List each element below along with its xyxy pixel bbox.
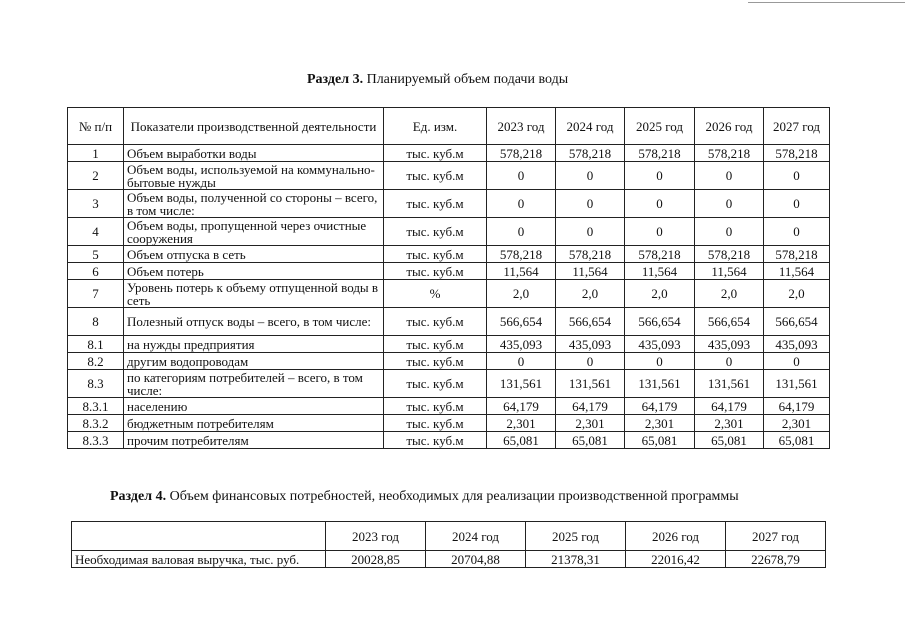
value-cell: 22016,42: [626, 551, 726, 568]
value-cell: 0: [695, 190, 764, 218]
table-row: [72, 551, 826, 568]
value-cell: 578,218: [764, 145, 830, 162]
row-unit: тыс. куб.м: [384, 370, 487, 398]
table-row: [68, 218, 830, 246]
row-number: 8.3.2: [68, 415, 124, 432]
row-unit: тыс. куб.м: [384, 398, 487, 415]
value-cell: 65,081: [625, 432, 695, 449]
value-cell: 435,093: [695, 336, 764, 353]
row-label: Необходимая валовая выручка, тыс. руб.: [72, 551, 326, 568]
row-indicator: Объем отпуска в сеть: [124, 246, 384, 263]
row-number: 7: [68, 280, 124, 308]
value-cell: 0: [764, 353, 830, 370]
value-cell: 65,081: [487, 432, 556, 449]
section4-title: [110, 489, 739, 505]
value-cell: 578,218: [625, 246, 695, 263]
value-cell: 64,179: [556, 398, 625, 415]
value-cell: 0: [556, 162, 625, 190]
value-cell: 20704,88: [426, 551, 526, 568]
row-number: 8: [68, 308, 124, 336]
table-row: [68, 280, 830, 308]
row-indicator: Уровень потерь к объему отпущенной воды в сеть: [124, 280, 384, 308]
row-number: 4: [68, 218, 124, 246]
value-cell: 2,0: [487, 280, 556, 308]
row-indicator: бюджетным потребителям: [124, 415, 384, 432]
row-number: 1: [68, 145, 124, 162]
value-cell: 0: [764, 190, 830, 218]
value-cell: 2,0: [764, 280, 830, 308]
value-cell: 131,561: [556, 370, 625, 398]
header-year: 2026 год: [695, 108, 764, 145]
header-year: 2027 год: [764, 108, 830, 145]
section4-title-bold: Раздел 4.: [110, 489, 167, 504]
table-row: [68, 263, 830, 280]
value-cell: 578,218: [625, 145, 695, 162]
value-cell: 0: [556, 218, 625, 246]
row-unit: тыс. куб.м: [384, 190, 487, 218]
table-row: [68, 246, 830, 263]
row-unit: тыс. куб.м: [384, 246, 487, 263]
value-cell: 11,564: [695, 263, 764, 280]
table-header-row: [72, 522, 826, 551]
row-number: 8.3.1: [68, 398, 124, 415]
value-cell: 65,081: [764, 432, 830, 449]
value-cell: 578,218: [695, 246, 764, 263]
table-row: [68, 190, 830, 218]
value-cell: 2,0: [695, 280, 764, 308]
value-cell: 578,218: [764, 246, 830, 263]
value-cell: 131,561: [764, 370, 830, 398]
value-cell: 65,081: [556, 432, 625, 449]
row-number: 3: [68, 190, 124, 218]
row-unit: тыс. куб.м: [384, 308, 487, 336]
row-number: 8.3.3: [68, 432, 124, 449]
row-number: 8.1: [68, 336, 124, 353]
value-cell: 0: [695, 218, 764, 246]
row-number: 2: [68, 162, 124, 190]
table-header-row: [68, 108, 830, 145]
value-cell: 566,654: [625, 308, 695, 336]
value-cell: 2,301: [556, 415, 625, 432]
row-number: 5: [68, 246, 124, 263]
value-cell: 20028,85: [326, 551, 426, 568]
header-year: 2024 год: [426, 522, 526, 551]
section3-title-bold: Раздел 3.: [307, 72, 364, 87]
value-cell: 0: [487, 190, 556, 218]
value-cell: 435,093: [625, 336, 695, 353]
header-year: 2025 год: [526, 522, 626, 551]
header-num: № п/п: [68, 108, 124, 145]
value-cell: 0: [556, 190, 625, 218]
row-indicator: Объем потерь: [124, 263, 384, 280]
row-unit: тыс. куб.м: [384, 353, 487, 370]
row-indicator: Объем воды, пропущенной через очистные сооружения: [124, 218, 384, 246]
value-cell: 578,218: [556, 145, 625, 162]
value-cell: 131,561: [625, 370, 695, 398]
row-indicator: Полезный отпуск воды – всего, в том числе:: [124, 308, 384, 336]
section4-title-text: Объем финансовых потребностей, необходимых для реализации производственной программы: [166, 489, 739, 504]
header-indicator: Показатели производственной деятельности: [124, 108, 384, 145]
water-supply-table: [67, 107, 830, 449]
value-cell: 0: [764, 162, 830, 190]
header-year: 2026 год: [626, 522, 726, 551]
value-cell: 566,654: [487, 308, 556, 336]
value-cell: 0: [625, 218, 695, 246]
table-row: [68, 336, 830, 353]
table-row: [68, 162, 830, 190]
value-cell: 566,654: [695, 308, 764, 336]
value-cell: 64,179: [695, 398, 764, 415]
value-cell: 0: [764, 218, 830, 246]
value-cell: 131,561: [487, 370, 556, 398]
header-unit: Ед. изм.: [384, 108, 487, 145]
value-cell: 21378,31: [526, 551, 626, 568]
row-unit: тыс. куб.м: [384, 218, 487, 246]
table-row: [68, 353, 830, 370]
value-cell: 64,179: [487, 398, 556, 415]
row-unit: тыс. куб.м: [384, 162, 487, 190]
table-row: [68, 398, 830, 415]
row-unit: тыс. куб.м: [384, 263, 487, 280]
value-cell: 0: [695, 353, 764, 370]
value-cell: 0: [487, 218, 556, 246]
value-cell: 2,0: [625, 280, 695, 308]
row-indicator: на нужды предприятия: [124, 336, 384, 353]
header-year: 2025 год: [625, 108, 695, 145]
row-unit: тыс. куб.м: [384, 432, 487, 449]
row-unit: тыс. куб.м: [384, 336, 487, 353]
value-cell: 64,179: [625, 398, 695, 415]
value-cell: 11,564: [764, 263, 830, 280]
financial-needs-table: [71, 521, 826, 568]
header-year: 2023 год: [487, 108, 556, 145]
value-cell: 578,218: [695, 145, 764, 162]
value-cell: 64,179: [764, 398, 830, 415]
value-cell: 0: [556, 353, 625, 370]
row-number: 8.2: [68, 353, 124, 370]
page-edge-line: [748, 2, 905, 3]
row-indicator: населению: [124, 398, 384, 415]
row-unit: тыс. куб.м: [384, 415, 487, 432]
header-empty: [72, 522, 326, 551]
row-number: 6: [68, 263, 124, 280]
value-cell: 11,564: [487, 263, 556, 280]
value-cell: 2,301: [764, 415, 830, 432]
value-cell: 566,654: [556, 308, 625, 336]
row-indicator: прочим потребителям: [124, 432, 384, 449]
value-cell: 0: [625, 353, 695, 370]
table-row: [68, 370, 830, 398]
section3-title: [307, 72, 568, 88]
value-cell: 578,218: [556, 246, 625, 263]
table-row: [68, 432, 830, 449]
header-year: 2023 год: [326, 522, 426, 551]
value-cell: 131,561: [695, 370, 764, 398]
value-cell: 2,0: [556, 280, 625, 308]
value-cell: 2,301: [487, 415, 556, 432]
value-cell: 578,218: [487, 246, 556, 263]
value-cell: 435,093: [487, 336, 556, 353]
value-cell: 0: [695, 162, 764, 190]
value-cell: 2,301: [625, 415, 695, 432]
value-cell: 11,564: [556, 263, 625, 280]
value-cell: 435,093: [764, 336, 830, 353]
row-indicator: по категориям потребителей – всего, в том числе:: [124, 370, 384, 398]
row-unit: %: [384, 280, 487, 308]
value-cell: 0: [625, 162, 695, 190]
row-indicator: Объем воды, используемой на коммунально-бытовые нужды: [124, 162, 384, 190]
value-cell: 65,081: [695, 432, 764, 449]
table-row: [68, 415, 830, 432]
value-cell: 2,301: [695, 415, 764, 432]
value-cell: 0: [487, 353, 556, 370]
value-cell: 22678,79: [726, 551, 826, 568]
value-cell: 0: [487, 162, 556, 190]
value-cell: 566,654: [764, 308, 830, 336]
header-year: 2027 год: [726, 522, 826, 551]
value-cell: 435,093: [556, 336, 625, 353]
value-cell: 0: [625, 190, 695, 218]
value-cell: 578,218: [487, 145, 556, 162]
value-cell: 11,564: [625, 263, 695, 280]
row-unit: тыс. куб.м: [384, 145, 487, 162]
table-row: [68, 145, 830, 162]
table-row: [68, 308, 830, 336]
row-indicator: Объем воды, полученной со стороны – всего, в том числе:: [124, 190, 384, 218]
section3-title-text: Планируемый объем подачи воды: [363, 72, 569, 87]
header-year: 2024 год: [556, 108, 625, 145]
row-number: 8.3: [68, 370, 124, 398]
row-indicator: другим водопроводам: [124, 353, 384, 370]
row-indicator: Объем выработки воды: [124, 145, 384, 162]
